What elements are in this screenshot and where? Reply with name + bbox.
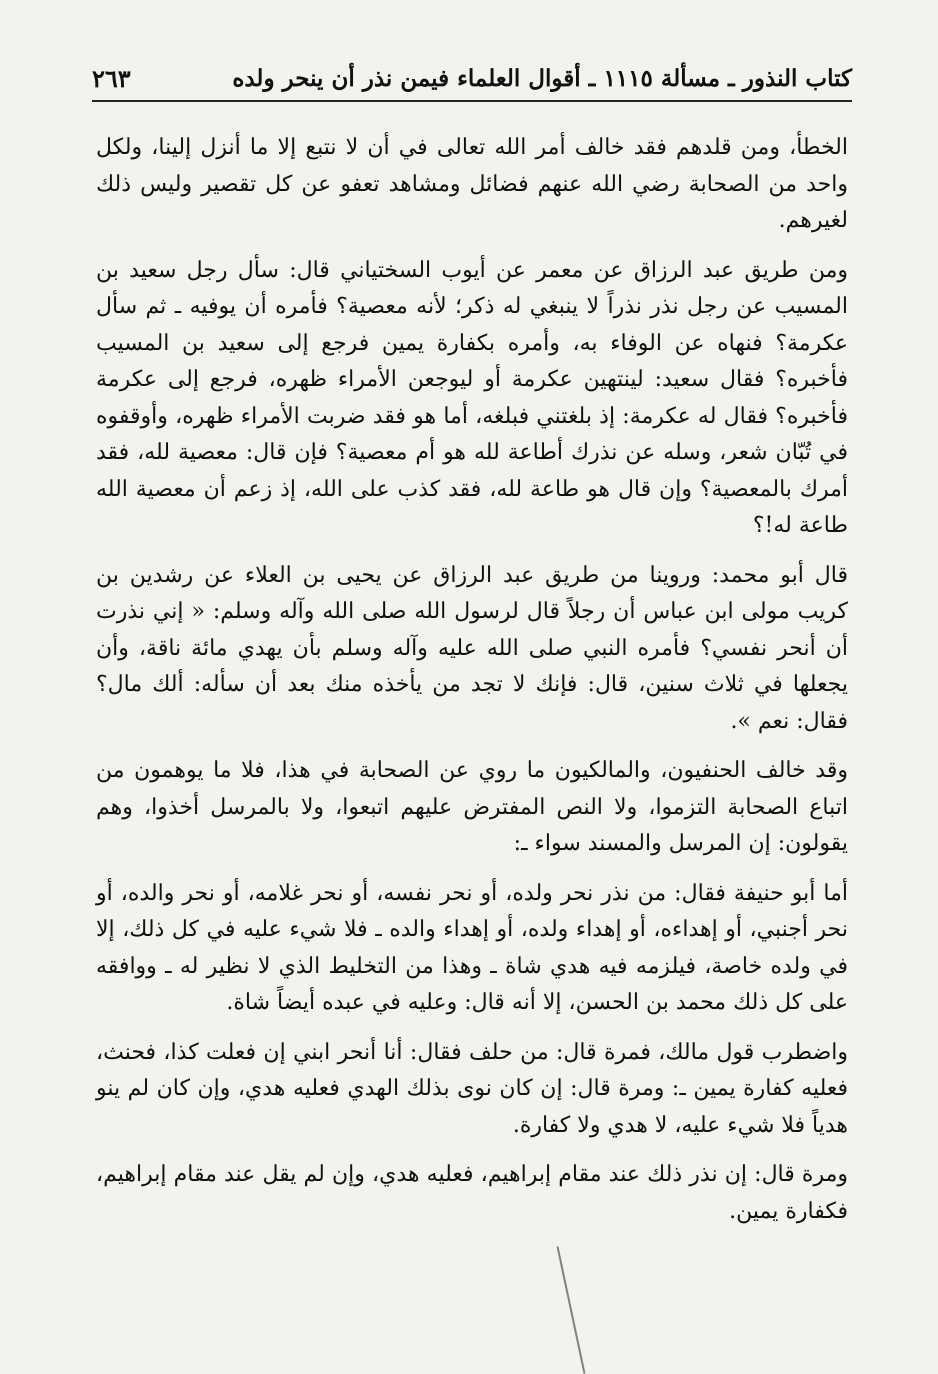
scan-mark [557, 1246, 586, 1374]
paragraph-7: ومرة قال: إن نذر ذلك عند مقام إبراهيم، فعليه هدي، وإن لم يقل عند مقام إبراهيم، فكفارة يمين. [96, 1162, 848, 1224]
body-text [96, 130, 848, 1243]
paragraph-1: الخطأ، ومن قلدهم فقد خالف أمر الله تعالى في أن لا نتبع إلا ما أنزل إلينا، ولكل واحد من الصحابة رضي الله عنهم فضائل ومشاهد تعفو عن كل تقصير وليس ذلك لغيرهم. [96, 135, 848, 233]
running-title: كتاب النذور ـ مسألة ١١١٥ ـ أقوال العلماء فيمن نذر أن ينحر ولده [232, 64, 852, 92]
page-header [92, 54, 852, 102]
paragraph-6: واضطرب قول مالك، فمرة قال: من حلف فقال: أنا أنحر ابني إن فعلت كذا، فحنث، فعليه كفارة يمين ـ: ومرة قال: إن كان نوى بذلك الهدي فعليه هدي، وإن كان لم ينو هدياً فلا شيء عليه، لا هدي ولا كفارة. [96, 1039, 848, 1138]
page-number: ٢٦٣ [92, 63, 131, 93]
paragraph-2: ومن طريق عبد الرزاق عن معمر عن أيوب السختياني قال: سأل رجل سعيد بن المسيب عن رجل نذر نذراً لا ينبغي له ذكر؛ لأنه معصية؟ فأمره أن يوفيه ـ ثم سأل عكرمة؟ فنهاه عن الوفاء به، وأمره بكفارة يمين فرجع إلى سعيد بن المسيب فأخبره؟ فقال سعيد: لينتهين عكرمة أو ليوجعن الأمراء ظهره، فرجع إلى عكرمة فأخبره؟ فقال له عكرمة: إذ بلغتني فبلغه، أما هو فقد ضربت الأمراء ظهره، وأوقفوه في تُبّان شعر، وسله عن نذرك أطاعة لله هو أم معصية؟ فإن قال: معصية لله، فقد أمرك بالمعصية؟ وإن قال هو طاعة لله، فقد كذب على الله، إذ زعم أن معصية الله طاعة له!؟ [96, 257, 848, 538]
header-rule [92, 100, 852, 102]
paragraph-5: أما أبو حنيفة فقال: من نذر نحر ولده، أو نحر نفسه، أو نحر غلامه، أو نحر والده، أو نحر أجنبي، أو إهداءه، أو إهداء ولده، أو إهداء والده ـ فلا شيء عليه في كل ذلك، إلا في ولده خاصة، فيلزمه فيه هدي شاة ـ وهذا من التخليط الذي لا نظير له ـ ووافقه على كل ذلك محمد بن الحسن، إلا أنه قال: وعليه في عبده أيضاً شاة. [96, 880, 848, 1015]
paragraph-4: وقد خالف الحنفيون، والمالكيون ما روي عن الصحابة في هذا، فلا ما يوهمون من اتباع الصحابة التزموا، ولا النص المفترض عليهم اتبعوا، ولا بالمرسل أخذوا، وهم يقولون: إن المرسل والمسند سواء ـ: [96, 758, 848, 856]
paragraph-3: قال أبو محمد: وروينا من طريق عبد الرزاق عن يحيى بن العلاء عن رشدين بن كريب مولى ابن عباس أن رجلاً قال لرسول الله صلى الله وآله وسلم: « إني نذرت أن أنحر نفسي؟ فأمره النبي صلى الله عليه وآله وسلم بأن يهدي مائة ناقة، وأن يجعلها في ثلاث سنين، قال: فإنك لا تجد من يأخذه منك بعد أن سأله: ألك مال؟ فقال: نعم ». [96, 562, 848, 734]
